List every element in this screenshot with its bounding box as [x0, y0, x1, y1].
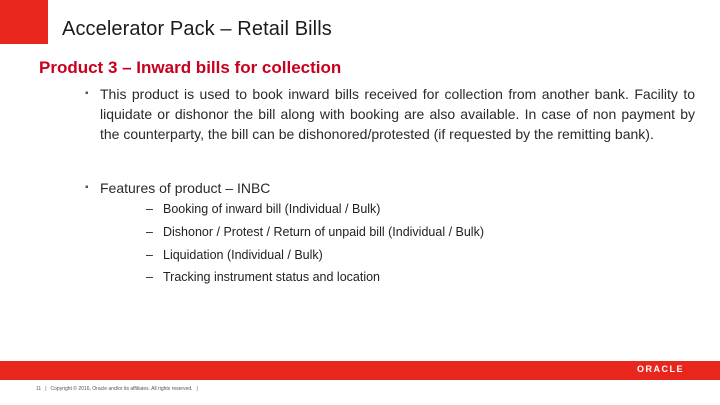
- feature-text: Tracking instrument status and location: [163, 270, 381, 284]
- feature-text: Booking of inward bill (Individual / Bulk): [163, 202, 381, 216]
- slide-subtitle: Product 3 – Inward bills for collection: [39, 58, 342, 77]
- page-number: 11: [36, 386, 42, 392]
- slide-title: Accelerator Pack – Retail Bills: [62, 18, 332, 40]
- copyright-text: Copyright © 2016, Oracle and/or its affiliates. All rights reserved.: [50, 386, 193, 392]
- feature-item: [146, 225, 484, 239]
- bullet-product-description: [85, 84, 695, 144]
- footer-separator: |: [45, 386, 47, 392]
- dash-bullet-icon: –: [146, 202, 153, 216]
- footer: [36, 386, 202, 392]
- feature-item: [146, 270, 380, 284]
- bullet-text: Features of product – INBC: [100, 180, 271, 196]
- feature-item: [146, 202, 380, 216]
- square-bullet-icon: ▪: [85, 88, 89, 99]
- square-bullet-icon: ▪: [85, 182, 89, 193]
- feature-item: [146, 248, 323, 262]
- feature-text: Dishonor / Protest / Return of unpaid bill (Individual / Bulk): [163, 225, 484, 239]
- dash-bullet-icon: –: [146, 270, 153, 284]
- footer-separator: |: [196, 386, 198, 392]
- feature-text: Liquidation (Individual / Bulk): [163, 248, 323, 262]
- bullet-text: This product is used to book inward bills received for collection from another bank. Facility to liquidate or dishonor the bill along with booking are also available. In case of non payment by the counterparty, the bill can be dishonored/protested (if requested by the remitting bank).: [100, 86, 695, 142]
- bullet-features-heading: [85, 178, 695, 198]
- oracle-logo: ORACLE: [637, 364, 684, 374]
- footer-accent-bar: [0, 361, 720, 380]
- title-accent-bar: [0, 0, 48, 44]
- dash-bullet-icon: –: [146, 248, 153, 262]
- dash-bullet-icon: –: [146, 225, 153, 239]
